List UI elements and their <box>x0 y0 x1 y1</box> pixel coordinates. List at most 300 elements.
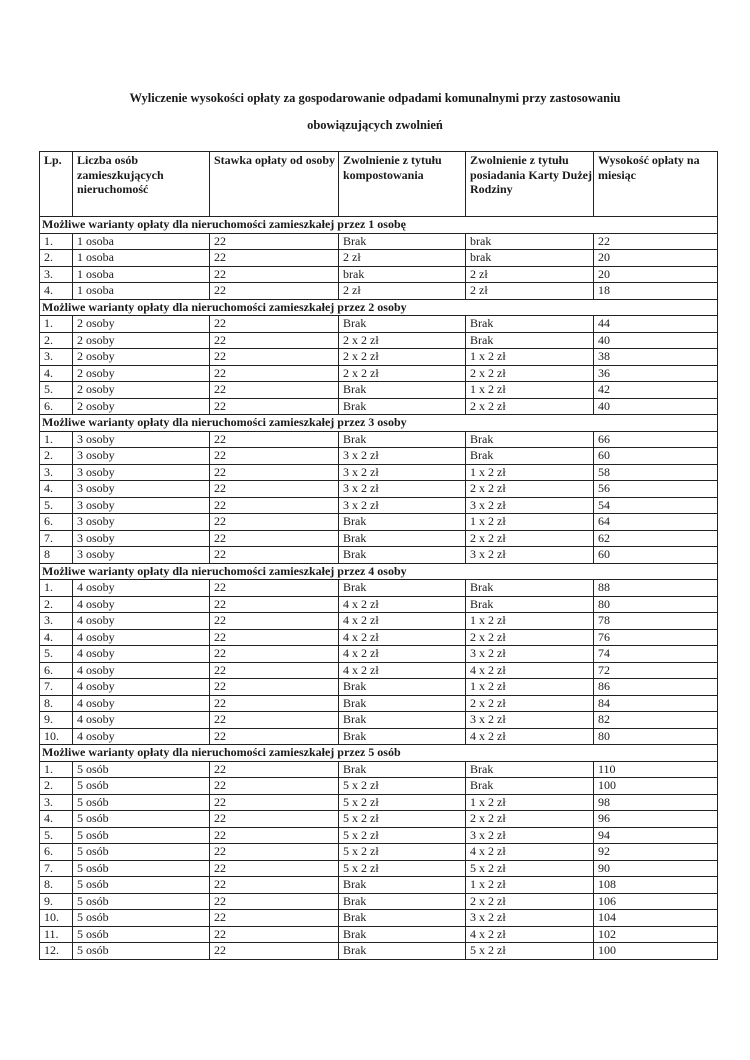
cell-lp: 4. <box>40 811 73 828</box>
cell-monthly-fee: 18 <box>594 283 718 300</box>
cell-compost-exemption: 4 x 2 zł <box>339 629 466 646</box>
table-row <box>40 431 718 448</box>
cell-rate: 22 <box>210 926 339 943</box>
table-header-row <box>40 152 718 217</box>
cell-monthly-fee: 62 <box>594 530 718 547</box>
cell-lp: 2. <box>40 332 73 349</box>
cell-residents: 4 osoby <box>73 728 210 745</box>
cell-residents: 1 osoba <box>73 250 210 267</box>
cell-rate: 22 <box>210 283 339 300</box>
cell-monthly-fee: 74 <box>594 646 718 663</box>
cell-monthly-fee: 40 <box>594 398 718 415</box>
cell-lp: 2. <box>40 448 73 465</box>
cell-residents: 5 osób <box>73 877 210 894</box>
cell-rate: 22 <box>210 794 339 811</box>
cell-monthly-fee: 86 <box>594 679 718 696</box>
table-row <box>40 233 718 250</box>
cell-residents: 3 osoby <box>73 448 210 465</box>
cell-rate: 22 <box>210 877 339 894</box>
cell-compost-exemption: Brak <box>339 547 466 564</box>
cell-monthly-fee: 98 <box>594 794 718 811</box>
cell-family-card-exemption: 1 x 2 zł <box>466 679 594 696</box>
cell-family-card-exemption: 2 x 2 zł <box>466 811 594 828</box>
cell-residents: 2 osoby <box>73 398 210 415</box>
table-row <box>40 283 718 300</box>
cell-monthly-fee: 54 <box>594 497 718 514</box>
table-row <box>40 943 718 960</box>
cell-rate: 22 <box>210 811 339 828</box>
cell-compost-exemption: 4 x 2 zł <box>339 646 466 663</box>
cell-residents: 5 osób <box>73 943 210 960</box>
cell-residents: 2 osoby <box>73 365 210 382</box>
cell-monthly-fee: 20 <box>594 250 718 267</box>
table-row <box>40 646 718 663</box>
cell-monthly-fee: 80 <box>594 728 718 745</box>
table-row <box>40 530 718 547</box>
cell-compost-exemption: Brak <box>339 877 466 894</box>
cell-compost-exemption: 2 x 2 zł <box>339 332 466 349</box>
cell-lp: 9. <box>40 893 73 910</box>
cell-compost-exemption: Brak <box>339 761 466 778</box>
section-title: Możliwe warianty opłaty dla nieruchomości zamieszkałej przez 1 osobę <box>40 217 718 234</box>
cell-lp: 2. <box>40 250 73 267</box>
cell-rate: 22 <box>210 464 339 481</box>
cell-monthly-fee: 44 <box>594 316 718 333</box>
cell-lp: 11. <box>40 926 73 943</box>
cell-residents: 4 osoby <box>73 695 210 712</box>
cell-monthly-fee: 60 <box>594 448 718 465</box>
cell-residents: 4 osoby <box>73 580 210 597</box>
cell-rate: 22 <box>210 662 339 679</box>
cell-lp: 1. <box>40 233 73 250</box>
section-header-row <box>40 299 718 316</box>
cell-rate: 22 <box>210 646 339 663</box>
cell-rate: 22 <box>210 382 339 399</box>
cell-monthly-fee: 94 <box>594 827 718 844</box>
cell-monthly-fee: 36 <box>594 365 718 382</box>
cell-lp: 4. <box>40 283 73 300</box>
cell-compost-exemption: 4 x 2 zł <box>339 662 466 679</box>
section-title: Możliwe warianty opłaty dla nieruchomości zamieszkałej przez 2 osoby <box>40 299 718 316</box>
fee-variants-table <box>39 151 718 960</box>
table-row <box>40 398 718 415</box>
cell-lp: 9. <box>40 712 73 729</box>
cell-compost-exemption: Brak <box>339 679 466 696</box>
cell-family-card-exemption: 1 x 2 zł <box>466 877 594 894</box>
cell-monthly-fee: 108 <box>594 877 718 894</box>
cell-monthly-fee: 64 <box>594 514 718 531</box>
cell-lp: 6. <box>40 844 73 861</box>
cell-monthly-fee: 38 <box>594 349 718 366</box>
cell-monthly-fee: 58 <box>594 464 718 481</box>
cell-family-card-exemption: 2 x 2 zł <box>466 530 594 547</box>
cell-family-card-exemption: 1 x 2 zł <box>466 794 594 811</box>
cell-compost-exemption: 5 x 2 zł <box>339 844 466 861</box>
cell-monthly-fee: 100 <box>594 943 718 960</box>
cell-lp: 1. <box>40 431 73 448</box>
cell-lp: 6. <box>40 662 73 679</box>
cell-residents: 3 osoby <box>73 464 210 481</box>
cell-residents: 5 osób <box>73 926 210 943</box>
cell-rate: 22 <box>210 547 339 564</box>
cell-rate: 22 <box>210 266 339 283</box>
cell-lp: 10. <box>40 910 73 927</box>
cell-monthly-fee: 20 <box>594 266 718 283</box>
cell-monthly-fee: 40 <box>594 332 718 349</box>
section-header-row <box>40 745 718 762</box>
table-row <box>40 613 718 630</box>
cell-rate: 22 <box>210 712 339 729</box>
cell-lp: 4. <box>40 365 73 382</box>
cell-rate: 22 <box>210 728 339 745</box>
table-body <box>40 217 718 960</box>
cell-compost-exemption: 4 x 2 zł <box>339 613 466 630</box>
header-rate: Stawka opłaty od osoby <box>210 152 339 217</box>
cell-rate: 22 <box>210 497 339 514</box>
cell-family-card-exemption: 1 x 2 zł <box>466 349 594 366</box>
table-row <box>40 794 718 811</box>
cell-family-card-exemption: 2 zł <box>466 283 594 300</box>
table-row <box>40 250 718 267</box>
cell-monthly-fee: 104 <box>594 910 718 927</box>
cell-monthly-fee: 92 <box>594 844 718 861</box>
cell-family-card-exemption: 4 x 2 zł <box>466 844 594 861</box>
cell-rate: 22 <box>210 431 339 448</box>
cell-compost-exemption: Brak <box>339 233 466 250</box>
table-row <box>40 464 718 481</box>
cell-family-card-exemption: 2 x 2 zł <box>466 365 594 382</box>
cell-residents: 5 osób <box>73 827 210 844</box>
cell-residents: 5 osób <box>73 910 210 927</box>
cell-rate: 22 <box>210 580 339 597</box>
cell-lp: 12. <box>40 943 73 960</box>
cell-family-card-exemption: Brak <box>466 580 594 597</box>
cell-family-card-exemption: 1 x 2 zł <box>466 382 594 399</box>
table-row <box>40 778 718 795</box>
cell-family-card-exemption: 2 x 2 zł <box>466 893 594 910</box>
cell-compost-exemption: Brak <box>339 712 466 729</box>
cell-residents: 4 osoby <box>73 646 210 663</box>
cell-compost-exemption: 2 zł <box>339 283 466 300</box>
cell-monthly-fee: 22 <box>594 233 718 250</box>
cell-compost-exemption: 2 x 2 zł <box>339 365 466 382</box>
cell-family-card-exemption: 2 zł <box>466 266 594 283</box>
cell-rate: 22 <box>210 893 339 910</box>
cell-rate: 22 <box>210 316 339 333</box>
cell-lp: 8. <box>40 695 73 712</box>
table-row <box>40 827 718 844</box>
cell-rate: 22 <box>210 844 339 861</box>
cell-lp: 3. <box>40 349 73 366</box>
section-header-row <box>40 415 718 432</box>
cell-compost-exemption: 5 x 2 zł <box>339 794 466 811</box>
table-row <box>40 481 718 498</box>
table-row <box>40 860 718 877</box>
cell-rate: 22 <box>210 349 339 366</box>
cell-rate: 22 <box>210 233 339 250</box>
cell-lp: 4. <box>40 481 73 498</box>
cell-monthly-fee: 80 <box>594 596 718 613</box>
cell-family-card-exemption: 1 x 2 zł <box>466 514 594 531</box>
section-title: Możliwe warianty opłaty dla nieruchomości zamieszkałej przez 3 osoby <box>40 415 718 432</box>
cell-family-card-exemption: 2 x 2 zł <box>466 398 594 415</box>
cell-residents: 4 osoby <box>73 679 210 696</box>
section-title: Możliwe warianty opłaty dla nieruchomości zamieszkałej przez 5 osób <box>40 745 718 762</box>
cell-lp: 3. <box>40 794 73 811</box>
cell-compost-exemption: 5 x 2 zł <box>339 778 466 795</box>
cell-lp: 7. <box>40 530 73 547</box>
cell-lp: 8. <box>40 877 73 894</box>
cell-monthly-fee: 76 <box>594 629 718 646</box>
cell-monthly-fee: 42 <box>594 382 718 399</box>
cell-compost-exemption: 2 zł <box>339 250 466 267</box>
cell-family-card-exemption: 3 x 2 zł <box>466 712 594 729</box>
cell-residents: 3 osoby <box>73 547 210 564</box>
cell-lp: 6. <box>40 514 73 531</box>
cell-monthly-fee: 56 <box>594 481 718 498</box>
cell-residents: 3 osoby <box>73 514 210 531</box>
cell-monthly-fee: 88 <box>594 580 718 597</box>
document-title: Wyliczenie wysokości opłaty za gospodarowanie odpadami komunalnymi przy zastosowaniu <box>129 91 621 105</box>
cell-residents: 1 osoba <box>73 233 210 250</box>
cell-rate: 22 <box>210 481 339 498</box>
cell-compost-exemption: Brak <box>339 695 466 712</box>
cell-lp: 1. <box>40 761 73 778</box>
cell-family-card-exemption: 5 x 2 zł <box>466 943 594 960</box>
cell-residents: 2 osoby <box>73 316 210 333</box>
cell-rate: 22 <box>210 761 339 778</box>
cell-family-card-exemption: Brak <box>466 332 594 349</box>
cell-rate: 22 <box>210 332 339 349</box>
table-row <box>40 910 718 927</box>
cell-family-card-exemption: 1 x 2 zł <box>466 464 594 481</box>
cell-residents: 3 osoby <box>73 530 210 547</box>
cell-compost-exemption: Brak <box>339 910 466 927</box>
cell-compost-exemption: 5 x 2 zł <box>339 811 466 828</box>
document-title-continued: obowiązujących zwolnień <box>307 118 443 132</box>
table-row <box>40 844 718 861</box>
cell-residents: 4 osoby <box>73 629 210 646</box>
table-row <box>40 679 718 696</box>
cell-lp: 4. <box>40 629 73 646</box>
cell-monthly-fee: 78 <box>594 613 718 630</box>
table-row <box>40 712 718 729</box>
cell-rate: 22 <box>210 398 339 415</box>
cell-lp: 2. <box>40 778 73 795</box>
cell-compost-exemption: 5 x 2 zł <box>339 827 466 844</box>
cell-compost-exemption: 5 x 2 zł <box>339 860 466 877</box>
cell-rate: 22 <box>210 679 339 696</box>
header-residents: Liczba osób zamieszkujących nieruchomość <box>73 152 210 217</box>
cell-lp: 7. <box>40 860 73 877</box>
cell-residents: 5 osób <box>73 794 210 811</box>
table-row <box>40 382 718 399</box>
cell-compost-exemption: 2 x 2 zł <box>339 349 466 366</box>
cell-compost-exemption: Brak <box>339 943 466 960</box>
cell-family-card-exemption: 2 x 2 zł <box>466 481 594 498</box>
cell-rate: 22 <box>210 613 339 630</box>
cell-family-card-exemption: Brak <box>466 431 594 448</box>
cell-compost-exemption: Brak <box>339 514 466 531</box>
header-monthly-fee: Wysokość opłaty na miesiąc <box>594 152 718 217</box>
cell-rate: 22 <box>210 910 339 927</box>
table-row <box>40 365 718 382</box>
table-row <box>40 349 718 366</box>
cell-compost-exemption: Brak <box>339 398 466 415</box>
table-row <box>40 926 718 943</box>
table-row <box>40 728 718 745</box>
header-family-card-exemption: Zwolnienie z tytułu posiadania Karty Dużej Rodziny <box>466 152 594 217</box>
cell-residents: 5 osób <box>73 844 210 861</box>
cell-lp: 5. <box>40 497 73 514</box>
cell-family-card-exemption: brak <box>466 233 594 250</box>
cell-residents: 4 osoby <box>73 662 210 679</box>
cell-residents: 5 osób <box>73 778 210 795</box>
cell-family-card-exemption: 1 x 2 zł <box>466 613 594 630</box>
cell-monthly-fee: 106 <box>594 893 718 910</box>
cell-monthly-fee: 66 <box>594 431 718 448</box>
cell-lp: 10. <box>40 728 73 745</box>
cell-residents: 4 osoby <box>73 596 210 613</box>
cell-family-card-exemption: Brak <box>466 448 594 465</box>
section-header-row <box>40 563 718 580</box>
header-compost-exemption: Zwolnienie z tytułu kompostowania <box>339 152 466 217</box>
table-row <box>40 596 718 613</box>
table-row <box>40 514 718 531</box>
cell-monthly-fee: 60 <box>594 547 718 564</box>
cell-family-card-exemption: Brak <box>466 761 594 778</box>
cell-family-card-exemption: 4 x 2 zł <box>466 662 594 679</box>
cell-residents: 5 osób <box>73 811 210 828</box>
cell-monthly-fee: 90 <box>594 860 718 877</box>
cell-family-card-exemption: 4 x 2 zł <box>466 926 594 943</box>
cell-lp: 8 <box>40 547 73 564</box>
cell-rate: 22 <box>210 530 339 547</box>
cell-monthly-fee: 102 <box>594 926 718 943</box>
cell-family-card-exemption: 3 x 2 zł <box>466 646 594 663</box>
cell-lp: 5. <box>40 646 73 663</box>
cell-compost-exemption: Brak <box>339 316 466 333</box>
cell-lp: 5. <box>40 382 73 399</box>
cell-rate: 22 <box>210 695 339 712</box>
cell-monthly-fee: 84 <box>594 695 718 712</box>
cell-lp: 1. <box>40 580 73 597</box>
cell-family-card-exemption: 3 x 2 zł <box>466 547 594 564</box>
cell-compost-exemption: Brak <box>339 580 466 597</box>
cell-rate: 22 <box>210 365 339 382</box>
table-row <box>40 580 718 597</box>
cell-family-card-exemption: 2 x 2 zł <box>466 629 594 646</box>
cell-rate: 22 <box>210 778 339 795</box>
table-row <box>40 629 718 646</box>
cell-family-card-exemption: 2 x 2 zł <box>466 695 594 712</box>
cell-rate: 22 <box>210 250 339 267</box>
table-row <box>40 547 718 564</box>
cell-compost-exemption: 3 x 2 zł <box>339 481 466 498</box>
cell-monthly-fee: 72 <box>594 662 718 679</box>
cell-rate: 22 <box>210 860 339 877</box>
cell-lp: 5. <box>40 827 73 844</box>
table-row <box>40 662 718 679</box>
cell-residents: 2 osoby <box>73 382 210 399</box>
cell-residents: 2 osoby <box>73 332 210 349</box>
cell-compost-exemption: 3 x 2 zł <box>339 464 466 481</box>
cell-compost-exemption: Brak <box>339 893 466 910</box>
header-lp: Lp. <box>40 152 73 217</box>
section-header-row <box>40 217 718 234</box>
cell-family-card-exemption: brak <box>466 250 594 267</box>
table-row <box>40 761 718 778</box>
cell-monthly-fee: 110 <box>594 761 718 778</box>
cell-compost-exemption: 3 x 2 zł <box>339 497 466 514</box>
cell-monthly-fee: 82 <box>594 712 718 729</box>
cell-residents: 5 osób <box>73 761 210 778</box>
cell-lp: 3. <box>40 266 73 283</box>
table-row <box>40 448 718 465</box>
table-row <box>40 811 718 828</box>
cell-rate: 22 <box>210 514 339 531</box>
cell-lp: 2. <box>40 596 73 613</box>
cell-family-card-exemption: 4 x 2 zł <box>466 728 594 745</box>
table-row <box>40 893 718 910</box>
cell-lp: 3. <box>40 464 73 481</box>
cell-rate: 22 <box>210 943 339 960</box>
cell-residents: 3 osoby <box>73 481 210 498</box>
cell-residents: 1 osoba <box>73 266 210 283</box>
table-row <box>40 316 718 333</box>
cell-rate: 22 <box>210 629 339 646</box>
table-row <box>40 695 718 712</box>
cell-family-card-exemption: Brak <box>466 316 594 333</box>
table-row <box>40 266 718 283</box>
cell-compost-exemption: 3 x 2 zł <box>339 448 466 465</box>
table-row <box>40 497 718 514</box>
cell-compost-exemption: 4 x 2 zł <box>339 596 466 613</box>
cell-monthly-fee: 96 <box>594 811 718 828</box>
cell-compost-exemption: Brak <box>339 530 466 547</box>
cell-lp: 7. <box>40 679 73 696</box>
cell-compost-exemption: Brak <box>339 926 466 943</box>
cell-residents: 4 osoby <box>73 613 210 630</box>
cell-rate: 22 <box>210 448 339 465</box>
cell-residents: 3 osoby <box>73 497 210 514</box>
cell-compost-exemption: Brak <box>339 382 466 399</box>
cell-residents: 2 osoby <box>73 349 210 366</box>
fee-table-container <box>39 151 718 960</box>
cell-family-card-exemption: Brak <box>466 778 594 795</box>
cell-rate: 22 <box>210 827 339 844</box>
table-row <box>40 332 718 349</box>
cell-residents: 4 osoby <box>73 712 210 729</box>
cell-lp: 6. <box>40 398 73 415</box>
cell-lp: 3. <box>40 613 73 630</box>
cell-compost-exemption: brak <box>339 266 466 283</box>
section-title: Możliwe warianty opłaty dla nieruchomości zamieszkałej przez 4 osoby <box>40 563 718 580</box>
table-row <box>40 877 718 894</box>
cell-residents: 5 osób <box>73 860 210 877</box>
cell-compost-exemption: Brak <box>339 431 466 448</box>
cell-lp: 1. <box>40 316 73 333</box>
cell-compost-exemption: Brak <box>339 728 466 745</box>
cell-residents: 1 osoba <box>73 283 210 300</box>
cell-family-card-exemption: 3 x 2 zł <box>466 827 594 844</box>
cell-rate: 22 <box>210 596 339 613</box>
cell-residents: 3 osoby <box>73 431 210 448</box>
cell-family-card-exemption: Brak <box>466 596 594 613</box>
cell-family-card-exemption: 3 x 2 zł <box>466 497 594 514</box>
cell-residents: 5 osób <box>73 893 210 910</box>
cell-family-card-exemption: 3 x 2 zł <box>466 910 594 927</box>
